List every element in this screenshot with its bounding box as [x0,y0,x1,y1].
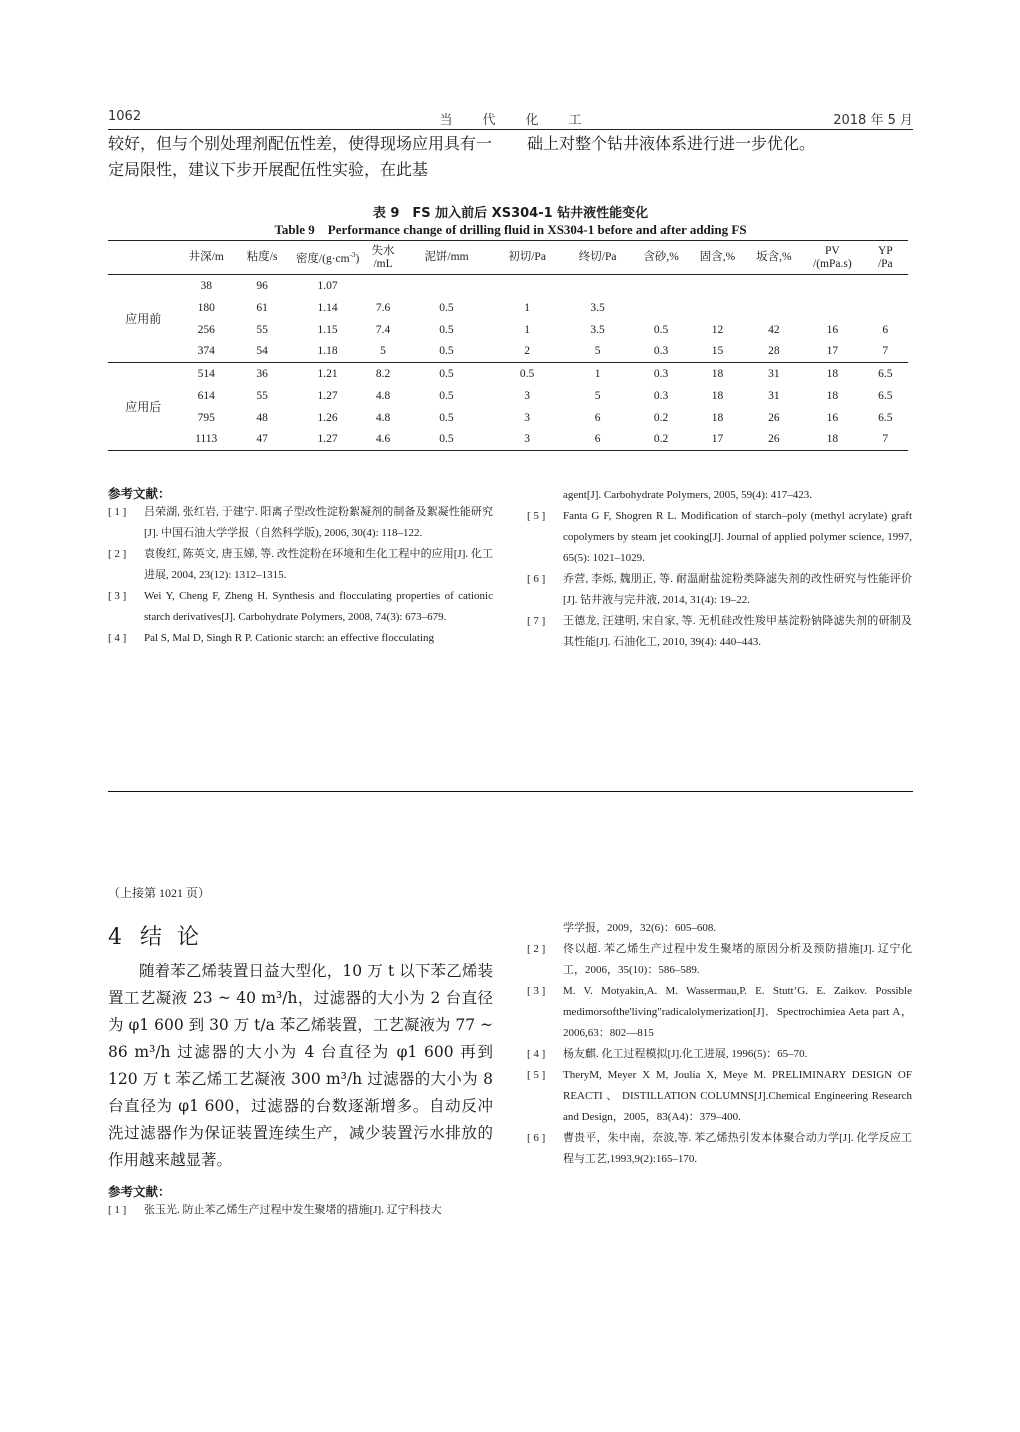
table-cell [746,275,802,297]
table-cell: 3.5 [590,323,605,336]
col-solids: 固含,% [689,241,745,275]
running-header [108,108,913,130]
table-body [108,275,908,451]
table-cell: 48 [256,411,268,424]
table-cell: 4.8 [375,411,391,424]
table-cell: 2 [492,341,563,363]
table-cell: 4.8 [375,389,391,402]
reference-item: [ 7 ] 王德龙, 汪建明, 宋自家, 等. 无机硅改性羧甲基淀粉钠降滤失剂的研制及其性能[J]. 石油化工, 2010, 39(4): 440–443. [527,615,912,648]
reference-continuation: agent[J]. Carbohydrate Polymers, 2005, 59(4): 417–423. [563,489,812,501]
table-cell: 55 [256,323,268,336]
col-fluid-loss: 失水 /mL [365,241,401,275]
col-filter-cake: 泥饼/mm [401,241,492,275]
table-row [108,297,908,319]
reference-item: [ 5 ] TheryM, Meyer X M, Joulia X, Meye M. PRELIMINARY DESIGN OF REACTI 、 DISTILLATION COLUMNS[J].Chemical Engineering Research and Design，2005，83(A4)：379–400. [527,1069,912,1123]
table-cell: 55 [256,389,268,402]
col-initial-gel: 初切/Pa [492,241,563,275]
table-cell [863,275,908,297]
table-row [108,275,908,297]
table-cell: 16 [826,323,839,336]
table-caption-zh: 表 9 FS 加入前后 XS304-1 钻井液性能变化 [372,206,649,221]
continued-from-note: （上接第 1021 页） [108,886,211,900]
table-cell: 26 [746,429,802,451]
page-number: 1062 [108,109,142,124]
table-cell: 6 [882,323,889,336]
table-row [108,341,908,363]
table-cell: 18 [711,367,724,380]
table-cell [562,275,633,297]
table-cell [365,275,401,297]
issue-date: 2018 年 5 月 [833,113,913,128]
col-density: 密度$/(g\cdot cm^{-3})$ [290,241,365,275]
table-cell: 6 [562,429,633,451]
table-cell: 514 [197,367,215,380]
reference-item: [ 2 ] 袁俊红, 陈英文, 唐玉娣, 等. 改性淀粉在环境和生化工程中的应用[J]. 化工进展, 2004, 23(12): 1312–1315. [108,548,493,581]
table-cell: 17 [689,429,745,451]
section-heading [108,920,203,951]
table-cell: 4.6 [365,429,401,451]
table-cell: 96 [256,279,268,292]
table-cell: 1.27 [317,389,338,402]
col-sand: 含砂,% [633,241,689,275]
table-cell: 374 [179,341,234,363]
table-row [108,363,908,385]
group-label: 应用后 [108,363,179,451]
table-cell: 1.14 [317,301,338,314]
col-yp: YP /Pa [863,241,908,275]
table-cell: 7.4 [375,323,391,336]
table-cell: 0.2 [653,411,669,424]
table-cell: 12 [711,323,724,336]
reference-item: [ 3 ] Wei Y, Cheng F, Zheng H. Synthesis and flocculating properties of cationic starch derivatives[J]. Carbohydrate Polymers, 2008, 74(3): 673–679. [108,590,493,623]
table-cell: 6.5 [878,367,893,380]
table-cell: 38 [200,279,212,292]
reference-item: [ 4 ] Pal S, Mal D, Singh R P. Cationic starch: an effective flocculating [108,632,435,644]
col-group [108,241,179,275]
reference-list [527,939,912,1170]
references-heading: 参考文献： [108,1184,171,1199]
table-cell: 1.27 [290,429,365,451]
table-cell: 18 [826,367,839,380]
table-cell: 0.5 [401,429,492,451]
table-cell: 16 [826,411,839,424]
col-final-gel: 终切/Pa [562,241,633,275]
references-right [527,485,912,653]
article-divider [108,791,913,792]
table-cell [746,297,802,319]
reference-item: [ 3 ] M. V. Motyakin,A. M. Wassermau,P. E. Stutt’G. E. Zaikov. Possible medimorsofthe'living"radicalolymerization[J]．Spectrochimiea Aeta part A，2006,63：802—815 [527,985,912,1039]
table-cell: 1.26 [317,411,338,424]
table-cell: 1 [524,301,530,314]
conclusion-paragraph: 随着苯乙烯装置日益大型化，10 万 t 以下苯乙烯装置工艺凝液 23 ~ 40 m³/h，过滤器的大小为 2 台直径为 φ1 600 到 30 万 t/a 苯乙烯装置，工艺凝液为 77 ~ 86 m³/h 过滤器的大小为 4 台直径为 φ1 600 再到 120 万 t 苯乙烯工艺凝液 300 m³/h 过滤器的大小为 8 台直径为 φ1 600，过滤器的台数逐渐增多。自动反冲洗过滤器作为保证装置连续生产，减少装置污水排放的作用越来越显著。 [108,962,493,1169]
table-cell: 6.5 [878,411,893,424]
reference-item: [ 6 ] 乔营, 李烁, 魏朋正, 等. 耐温耐盐淀粉类降滤失剂的改性研究与性能评价[J]. 钻井液与完井液, 2014, 31(4): 19–22. [527,573,912,606]
table-cell: 6 [594,411,601,424]
table-cell: 17 [802,341,862,363]
table-cell [633,297,689,319]
reference-item: [ 6 ] 曹贵平，朱中南，奈波,等. 苯乙烯热引发本体聚合动力学[J]. 化学反应工程与工艺,1993,9(2):165–170. [527,1132,912,1165]
table-cell: 18 [802,429,862,451]
references-left-2 [108,1182,493,1221]
table-cell: 1.18 [290,341,365,363]
section-number: 4 [108,925,126,950]
body-text-left: 较好，但与个别处理剂配伍性差，使得现场应用具有一定局限性，建议下步开展配伍性实验，在此基 [108,134,493,179]
table-cell: 3 [524,389,530,402]
reference-list [108,502,493,649]
col-depth: 井深/m [179,241,234,275]
table-cell [689,275,745,297]
table-cell: 0.2 [633,429,689,451]
table-cell: 1 [594,367,601,380]
table-cell [401,275,492,297]
table-cell [802,297,862,319]
table-cell: 256 [197,323,215,336]
table-cell: 6.5 [878,389,893,402]
col-bentonite: 坂含,% [746,241,802,275]
table-cell: 3.5 [590,301,605,314]
table-cell [863,297,908,319]
table-header-row [108,241,908,275]
table-cell: 3 [492,429,563,451]
table-cell: 180 [197,301,215,314]
table-row [108,429,908,451]
table-cell [689,297,745,319]
table-cell [802,275,862,297]
table-cell: 7 [863,341,908,363]
table-cell: 0.5 [439,323,454,336]
table-cell: 0.5 [439,389,454,402]
table-cell: 0.5 [439,301,454,314]
table-cell: 1.07 [317,279,338,292]
table-cell: 31 [768,389,780,402]
table-cell: 8.2 [375,367,391,380]
table-cell: 1113 [179,429,234,451]
table-cell: 5 [365,341,401,363]
reference-item: [ 1 ] 张玉光. 防止苯乙烯生产过程中发生聚堵的措施[J]. 辽宁科技大 [108,1204,442,1216]
table-cell: 3 [524,411,530,424]
group-label: 应用前 [108,275,179,363]
table-cell: 1 [524,323,530,336]
table-cell: 0.3 [633,341,689,363]
references-right-2 [527,918,912,1170]
table-cell: 26 [768,411,780,424]
table-cell: 15 [689,341,745,363]
col-pv: PV /(mPa.s) [802,241,862,275]
col-viscosity: 粘度/s [234,241,290,275]
journal-title: 当代化工 [439,113,612,128]
references-left [108,484,493,649]
table-row [108,319,908,341]
table-caption-en: Table 9 Performance change of drilling fluid in XS304-1 before and after adding FS [274,222,747,237]
table-cell: 0.3 [653,367,669,380]
table-cell: 0.5 [439,411,454,424]
table-cell: 0.5 [519,367,535,380]
references-heading: 参考文献： [108,486,171,501]
table-cell: 7.6 [375,301,391,314]
reference-item: [ 5 ] Fanta G F, Shogren R L. Modification of starch–poly (methyl acrylate) graft copolymers by steam jet cooking[J]. Journal of applied polymer science, 1997, 65(5): 1021–1029. [527,510,912,564]
reference-item: [ 4 ] 杨友麒. 化工过程模拟[J].化工进展, 1996(5)：65–70. [527,1048,808,1060]
table-row [108,385,908,407]
table-cell: 0.5 [439,367,454,380]
table-cell: 0.5 [401,341,492,363]
table-cell [492,275,563,297]
table-cell: 18 [711,411,724,424]
table-cell: 47 [234,429,290,451]
table-cell: 5 [562,341,633,363]
drilling-fluid-table [108,240,908,451]
table-cell: 1.15 [317,323,338,336]
table-cell: 18 [711,389,724,402]
table-cell: 1.21 [317,367,338,380]
table-cell: 28 [746,341,802,363]
reference-continuation: 学学报，2009，32(6)：605–608. [563,922,717,934]
table-row [108,407,908,429]
table-cell: 36 [256,367,268,380]
reference-item: [ 1 ] 吕荣湖, 张红岩, 于建宁. 阳离子型改性淀粉絮凝剂的制备及絮凝性能研究[J]. 中国石油大学学报（自然科学版), 2006, 30(4): 118–122. [108,506,493,539]
table-cell: 31 [768,367,780,380]
table-cell: 0.5 [653,323,669,336]
reference-list [527,506,912,653]
table-cell: 18 [826,389,839,402]
reference-item: [ 2 ] 佟以超. 苯乙烯生产过程中发生聚堵的原因分析及预防措施[J]. 辽宁化工，2006，35(10)：586–589. [527,943,912,976]
table-cell [633,275,689,297]
body-text-right: 础上对整个钻井液体系进行进一步优化。 [527,134,816,153]
table-cell: 7 [863,429,908,451]
table-cell: 61 [256,301,268,314]
table-cell: 54 [234,341,290,363]
table-cell: 42 [768,323,780,336]
section-title: 结 论 [140,925,203,950]
table-cell: 5 [594,389,601,402]
table-cell: 795 [197,411,215,424]
table-cell: 614 [197,389,215,402]
table-cell: 0.3 [653,389,669,402]
